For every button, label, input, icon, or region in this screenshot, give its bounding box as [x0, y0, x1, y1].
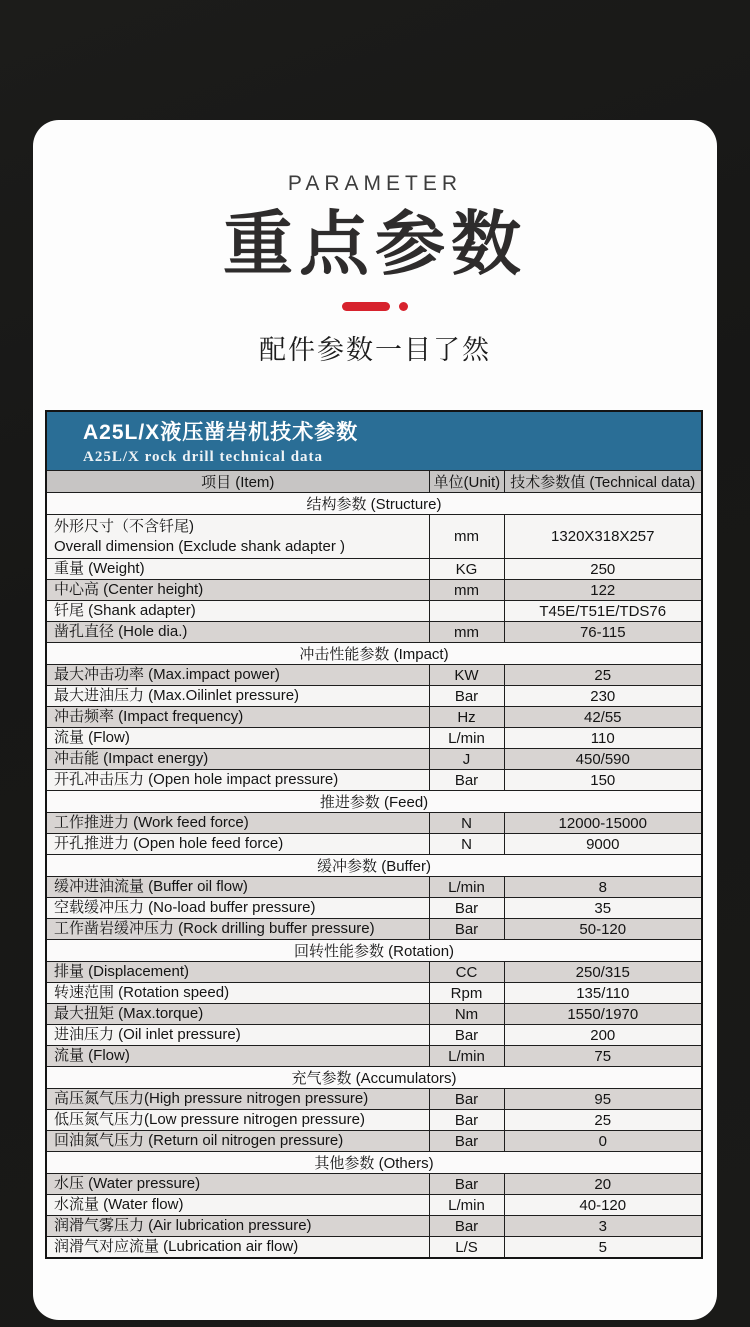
item-cell: 高压氮气压力(High pressure nitrogen pressure): [46, 1089, 429, 1110]
unit-cell: KW: [429, 665, 504, 686]
item-cell: 水压 (Water pressure): [46, 1174, 429, 1195]
eyebrow-text: PARAMETER: [287, 172, 463, 195]
item-cell: 最大进油压力 (Max.Oilinlet pressure): [46, 686, 429, 707]
item-cell: 空载缓冲压力 (No-load buffer pressure): [46, 898, 429, 919]
value-cell: 76-115: [504, 622, 702, 643]
unit-cell: L/min: [429, 1195, 504, 1216]
section-label: 充气参数 (Accumulators): [46, 1067, 702, 1089]
item-cell: 排量 (Displacement): [46, 962, 429, 983]
value-cell: 450/590: [504, 749, 702, 770]
title-divider: [33, 302, 717, 311]
item-cell: 钎尾 (Shank adapter): [46, 601, 429, 622]
table-title-cn: A25L/X液压凿岩机技术参数: [83, 421, 359, 444]
unit-cell: Bar: [429, 1216, 504, 1237]
table-row: [46, 1174, 702, 1195]
table-row: [46, 559, 702, 580]
unit-cell: Bar: [429, 1174, 504, 1195]
value-cell: 95: [504, 1089, 702, 1110]
table-row: [46, 580, 702, 601]
table-row: [46, 749, 702, 770]
unit-cell: [429, 601, 504, 622]
item-cell: 开孔推进力 (Open hole feed force): [46, 834, 429, 855]
spec-table: [45, 410, 703, 1259]
unit-cell: J: [429, 749, 504, 770]
value-cell: 122: [504, 580, 702, 601]
table-row: [46, 962, 702, 983]
value-cell: 35: [504, 898, 702, 919]
unit-cell: CC: [429, 962, 504, 983]
table-row: [46, 1110, 702, 1131]
section-row: [46, 1152, 702, 1174]
value-cell: 3: [504, 1216, 702, 1237]
column-header-item: 项目 (Item): [46, 471, 429, 493]
table-row: [46, 1216, 702, 1237]
unit-cell: L/S: [429, 1237, 504, 1259]
section-row: [46, 855, 702, 877]
unit-cell: mm: [429, 515, 504, 559]
section-row: [46, 643, 702, 665]
item-cell: 低压氮气压力(Low pressure nitrogen pressure): [46, 1110, 429, 1131]
value-cell: 8: [504, 877, 702, 898]
table-banner: [46, 411, 702, 471]
unit-cell: Bar: [429, 770, 504, 791]
unit-cell: Bar: [429, 1110, 504, 1131]
value-cell: 135/110: [504, 983, 702, 1004]
column-header-value: 技术参数值 (Technical data): [504, 471, 702, 493]
value-cell: 150: [504, 770, 702, 791]
item-cell: 凿孔直径 (Hole dia.): [46, 622, 429, 643]
section-label: 推进参数 (Feed): [46, 791, 702, 813]
table-row: [46, 919, 702, 940]
table-row: [46, 1195, 702, 1216]
item-cell: 最大扭矩 (Max.torque): [46, 1004, 429, 1025]
unit-cell: L/min: [429, 1046, 504, 1067]
unit-cell: KG: [429, 559, 504, 580]
item-cell: 流量 (Flow): [46, 728, 429, 749]
unit-cell: N: [429, 834, 504, 855]
item-cell: 冲击频率 (Impact frequency): [46, 707, 429, 728]
item-cell: 开孔冲击压力 (Open hole impact pressure): [46, 770, 429, 791]
unit-cell: Bar: [429, 1089, 504, 1110]
section-label: 缓冲参数 (Buffer): [46, 855, 702, 877]
table-row: [46, 1131, 702, 1152]
value-cell: 75: [504, 1046, 702, 1067]
column-header-unit: 单位(Unit): [429, 471, 504, 493]
item-cell: 水流量 (Water flow): [46, 1195, 429, 1216]
section-label: 回转性能参数 (Rotation): [46, 940, 702, 962]
value-cell: 1320X318X257: [504, 515, 702, 559]
value-cell: 5: [504, 1237, 702, 1259]
unit-cell: Bar: [429, 1131, 504, 1152]
table-row: [46, 1046, 702, 1067]
value-cell: 25: [504, 1110, 702, 1131]
unit-cell: L/min: [429, 877, 504, 898]
table-row: [46, 877, 702, 898]
item-cell: 进油压力 (Oil inlet pressure): [46, 1025, 429, 1046]
item-cell: 润滑气雾压力 (Air lubrication pressure): [46, 1216, 429, 1237]
unit-cell: Bar: [429, 919, 504, 940]
content-card: [33, 120, 717, 1320]
unit-cell: Nm: [429, 1004, 504, 1025]
table-row: [46, 515, 702, 559]
value-cell: T45E/T51E/TDS76: [504, 601, 702, 622]
section-row: [46, 493, 702, 515]
item-cell: 转速范围 (Rotation speed): [46, 983, 429, 1004]
table-title-en: A25L/X rock drill technical data: [83, 449, 324, 465]
section-row: [46, 791, 702, 813]
section-label: 冲击性能参数 (Impact): [46, 643, 702, 665]
value-cell: 12000-15000: [504, 813, 702, 834]
value-cell: 200: [504, 1025, 702, 1046]
value-cell: 250/315: [504, 962, 702, 983]
value-cell: 110: [504, 728, 702, 749]
unit-cell: L/min: [429, 728, 504, 749]
table-row: [46, 665, 702, 686]
unit-cell: Rpm: [429, 983, 504, 1004]
value-cell: 9000: [504, 834, 702, 855]
table-row: [46, 1089, 702, 1110]
divider-dot: [399, 302, 408, 311]
page-subtitle: 配件参数一目了然: [259, 334, 491, 365]
item-cell: 重量 (Weight): [46, 559, 429, 580]
unit-cell: Bar: [429, 898, 504, 919]
table-row: [46, 1004, 702, 1025]
section-label: 结构参数 (Structure): [46, 493, 702, 515]
page-title: 重点参数: [223, 205, 527, 283]
item-cell: 中心高 (Center height): [46, 580, 429, 601]
table-row: [46, 770, 702, 791]
table-row: [46, 1237, 702, 1259]
spec-table-body: [46, 493, 702, 1259]
value-cell: 50-120: [504, 919, 702, 940]
item-cell: 工作凿岩缓冲压力 (Rock drilling buffer pressure): [46, 919, 429, 940]
table-row: [46, 834, 702, 855]
value-cell: 250: [504, 559, 702, 580]
table-row: [46, 898, 702, 919]
unit-cell: mm: [429, 580, 504, 601]
unit-cell: Hz: [429, 707, 504, 728]
column-header-row: [46, 471, 702, 493]
unit-cell: N: [429, 813, 504, 834]
item-cell: 最大冲击功率 (Max.impact power): [46, 665, 429, 686]
table-row: [46, 813, 702, 834]
unit-cell: mm: [429, 622, 504, 643]
section-row: [46, 940, 702, 962]
value-cell: 25: [504, 665, 702, 686]
item-cell: 外形尺寸（不含钎尾) Overall dimension (Exclude shank adapter ): [46, 515, 429, 559]
table-row: [46, 622, 702, 643]
item-cell: 回油氮气压力 (Return oil nitrogen pressure): [46, 1131, 429, 1152]
item-cell: 流量 (Flow): [46, 1046, 429, 1067]
unit-cell: Bar: [429, 686, 504, 707]
table-row: [46, 728, 702, 749]
item-cell: 润滑气对应流量 (Lubrication air flow): [46, 1237, 429, 1259]
value-cell: 0: [504, 1131, 702, 1152]
item-cell: 缓冲进油流量 (Buffer oil flow): [46, 877, 429, 898]
table-row: [46, 601, 702, 622]
table-row: [46, 686, 702, 707]
section-row: [46, 1067, 702, 1089]
value-cell: 40-120: [504, 1195, 702, 1216]
section-label: 其他参数 (Others): [46, 1152, 702, 1174]
divider-dash: [342, 302, 390, 311]
value-cell: 230: [504, 686, 702, 707]
table-row: [46, 1025, 702, 1046]
item-cell: 冲击能 (Impact energy): [46, 749, 429, 770]
table-row: [46, 707, 702, 728]
value-cell: 42/55: [504, 707, 702, 728]
value-cell: 20: [504, 1174, 702, 1195]
table-row: [46, 983, 702, 1004]
item-cell: 工作推进力 (Work feed force): [46, 813, 429, 834]
table-banner-row: [46, 411, 702, 471]
unit-cell: Bar: [429, 1025, 504, 1046]
value-cell: 1550/1970: [504, 1004, 702, 1025]
